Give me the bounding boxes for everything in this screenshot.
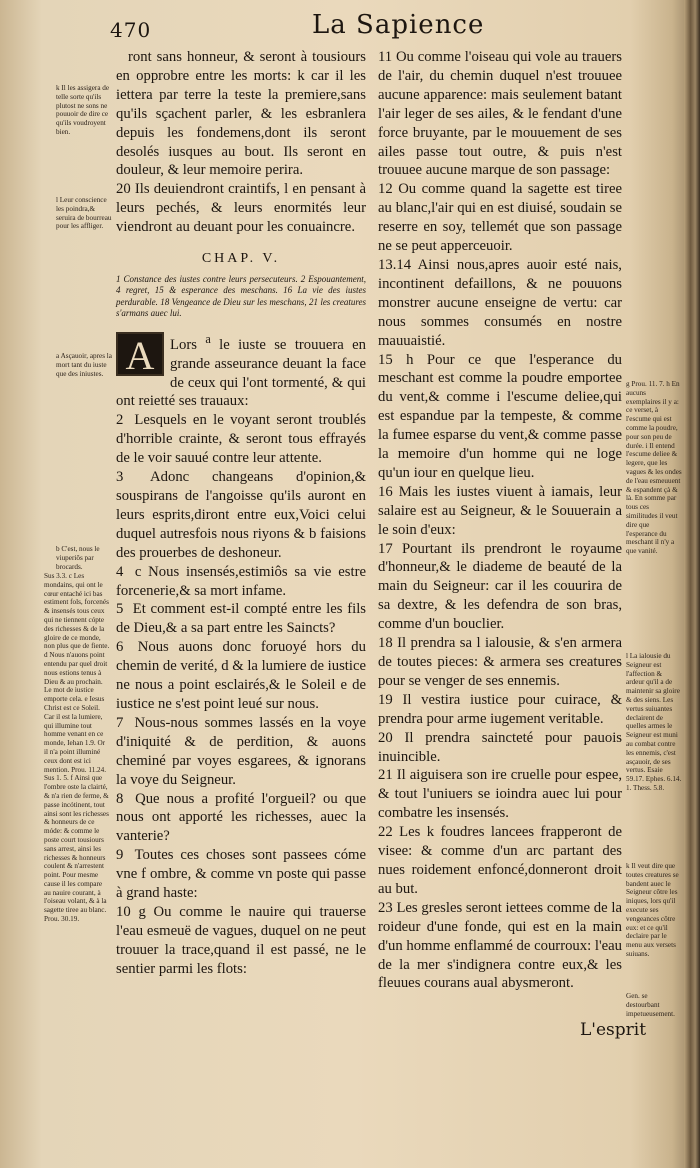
- verse: 4 c Nous insensés,estimiôs sa vie estre forcenerie,& sa mort infame.: [116, 563, 366, 599]
- catchword: L'esprit: [580, 1020, 647, 1040]
- verse: 6 Nous auons donc foruoyé hors du chemin de verité, d & la lumiere de iustice ne nous a point esclairés,& le Soleil e de iustice ne s'est point leué sur nous.: [116, 639, 367, 712]
- verse-1: A Lors $^a$ le iuste se trouuera en grande asseurance deuant la face de ceux qui l'ont tormenté, & qui ont reietté ses trauaux:: [116, 331, 366, 410]
- verse: 20 Il prendra saincteté pour pauois inuincible.: [378, 729, 622, 765]
- verse: 17 Pourtant ils prendront le royaume d'honneur,& le diademe de beauté de la main du Seigneur: car il les couurira de sa dextre, & les defendra de son bras, comme d'un bouclier.: [378, 540, 623, 633]
- chapter-heading: CHAP. V.: [201, 251, 281, 267]
- verse: 16 Mais les iustes viuent à iamais, leur salaire est au Seigneur, & le Souuerain a le soin d'eux:: [378, 483, 622, 538]
- margin-note-k2: k Il veut dire que toutes creatures se bandent auec le Seigneur côtre les iniques, lors qu'il execute ses vengeances côtre eux: et ce qu'il declaire par le menu aux versets suiuans.: [626, 862, 679, 958]
- margin-note-b: b C'est, nous le viuperiôs par brocards.: [56, 545, 100, 571]
- verse: 23 Les gresles seront iettees comme de la roideur d'une fonde, qui est en la main d'un homme enflammé de courroux: l'eau de la mer s'indignera contre eux,& les fleuues courans aual abysmeront.: [378, 899, 623, 992]
- verse: ront sans honneur, & seront à tousiours en opprobre entre les morts: k car il les iettera par terre la teste la premiere,sans qu'ils sçachent parler, & les esbranlera depuis les fondemens,dont ils seront desolés iusques au bout. Ils seront en douleur, & leur memoire perira.: [116, 49, 366, 179]
- margin-note-c: Sus 3.3. c Les mondains, qui ont le cœur entaché ici bas estiment fols, forcenés & insensés tous ceux qui ne tiennent cópte des richesses & de la gloire de ce monde, non plus que de fiente. d Nous n'auons point entendu par quel droit nous estions tenus à Dieu & au prochain. Le mot de iustice emporte cela. e Iesus Christ est ce Soleil. Car il est la lumiere, qui illumine tout homme venant en ce monde, Iehan 1.9. Or il n'a point illuminé ceux dont est ici mention. Prou. 11.24. Sus 1. 5. f Ainsi que l'ombre oste la clairté, & n'a rien de ferme, & passe incótinent, tout ainsi sont les richesses & honneurs de ce móde: & comme le poste court tousiours sans arrest, ainsi les richesses & honneurs coulent & n'arrestent point. Pour mesme cause il les compare au nauire courant, à l'oiseau volant, & à la sagette tiree au blanc. Prou. 30.19.: [44, 572, 110, 924]
- verse: 22 Les k foudres lancees frapperont de visee: & comme d'un arc partant des nues roidement enfoncé,donneront droit au but.: [378, 824, 622, 897]
- verse: 11 Ou comme l'oiseau qui vole au trauers de l'air, du chemin duquel n'est trouuee aucune apparence: mais seulement batant l'air leger de ses ailes, & le fendant d'une force bruyante, par le mouuement de ses ailes passe tout outre, & puis n'est trouuee aucune marque de son passage:: [378, 49, 623, 179]
- margin-note-l: l Leur conscience les poindra,& seruira de bourreau pour les affliger.: [56, 196, 112, 231]
- chapter-summary: 1 Constance des iustes contre leurs persecuteurs. 2 Espouantement, 4 regret, 15 & esperance des meschans. 16 La vie des iustes perdurable. 18 Vengeance de Dieu sur les meschans, 21 les creatures s'armans auec lui.: [116, 273, 366, 319]
- verse: 5 Et comment est-il compté entre les fils de Dieu,& a sa part entre les Saincts?: [116, 601, 366, 637]
- verse: 7 Nous-nous sommes lassés en la voye d'iniquité & de perdition, & auons cheminé par voyes esgarees, & ignorans la voye du Seigneur.: [116, 714, 367, 788]
- page-edge: [684, 0, 700, 1168]
- page-number: 470: [110, 18, 152, 42]
- right-column: [378, 48, 622, 993]
- running-title: La Sapience: [312, 10, 485, 40]
- verse: 12 Ou comme quand la sagette est tiree au blanc,l'air qui en est diuisé, soudain se reserre en soy, tellemét que son passage ne se peut apperceuoir.: [378, 181, 623, 255]
- verse: 8 Que nous a profité l'orgueil? ou que nous ont apporté les richesses, auec la vanterie?: [116, 790, 366, 845]
- margin-note-l2: l La ialousie du Seigneur est l'affection & ardeur qu'il a de maintenir sa gloire & des siens. Les vertus suiuantes declairent de quelles armes le Seigneur est muni au combat contre les ennemis, c'est asçauoir, de ses vertus. Esaie 59.17. Ephes. 6.14. 1. Thess. 5.8.: [626, 652, 682, 792]
- margin-note-a: a Asçauoir, apres la mort tant du iuste que des iniustes.: [56, 352, 112, 378]
- verse: 21 Il aiguisera son ire cruelle pour espee, & tout l'uniuers se ioindra auec lui pour combatre les insensés.: [378, 767, 623, 822]
- margin-note-ref: Gen. se destourbant impetueusement.: [626, 992, 675, 1018]
- margin-note-k: k Il les assigera de telle sorte qu'ils plutost ne sons ne pouuoir de dire ce qu'ils voudroyent bien.: [56, 84, 110, 136]
- verse: 20 Ils deuiendront craintifs, l en pensant à leurs pechés, & leurs enormités leur viendront au deuant pour les conuaincre.: [116, 181, 367, 236]
- verse: 19 Il vestira iustice pour cuirace, & prendra pour arme iugement veritable.: [378, 691, 623, 727]
- verse: 13.14 Ainsi nous,apres auoir esté nais, incontinent defaillons, & ne pouuons monstrer aucune enseigne de vertu: car nous sommes consumés en nostre mauuaistié.: [378, 256, 622, 349]
- drop-cap: A: [116, 332, 164, 376]
- verse: 18 Il prendra sa l ialousie, & s'en armera de toutes pieces: & armera ses creatures pour se venger de ses ennemis.: [378, 635, 622, 689]
- verse: 9 Toutes ces choses sont passees cóme vne f ombre, & comme vn poste qui passe à grand haste:: [116, 847, 366, 902]
- margin-note-gh: g Prou. 11. 7. h En aucuns exemplaires il y a: ce verset, à l'escume qui est comme la poudre, pour son peu de durée. i Il entend l'escume deliee & legere, que les vagues & les ondes de l'eau esmeuuent & espandent çà & là. En somme par tous ces similitudes il veut dire que l'esperance du meschant il n'y a que vanité.: [626, 380, 682, 556]
- left-column: [116, 48, 366, 979]
- verse: 15 h Pour ce que l'esperance du meschant est comme la poudre emportee du vent,& comme i l'escume deliee,qui est espandue par la tempeste, & comme la fumee esparse du vent,& comme passe la memoire d'un homme qui ne loge qu'un iour en quelque lieu.: [378, 351, 623, 481]
- verse: 10 g Ou comme le nauire qui trauerse l'eau esmeuë de vagues, duquel on ne peut trouuer la trace,quand il est passé, ne le sentier parmi les flots:: [116, 903, 366, 977]
- verse: 2 Lesquels en le voyant seront troublés d'horrible crainte, & seront tous effrayés de le voir sauué contre leur attente.: [116, 412, 367, 467]
- verse: 3 Adonc changeans d'opinion,& souspirans de l'angoisse qu'ils auront en leurs esprits,diront entre eux,Voici celui duquel autresfois nous riyons & b faisions des prouerbes de deshoneur.: [116, 469, 366, 561]
